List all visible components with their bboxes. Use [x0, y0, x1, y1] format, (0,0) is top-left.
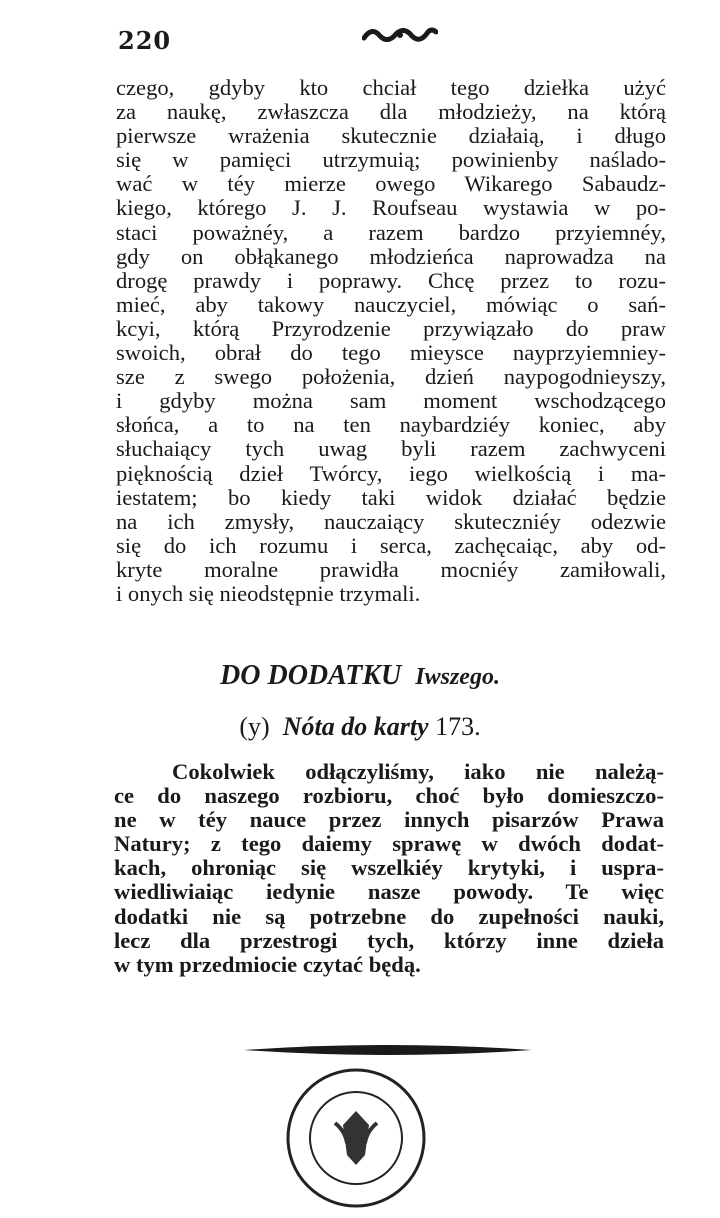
text-line: w tym przedmiocie czytać będą. [114, 952, 421, 977]
note-paragraph [114, 760, 664, 977]
text-line: dodatki nie są potrzebne do zupełności nauki, [114, 904, 664, 929]
note-label: (y) [239, 712, 270, 741]
text-line: czego, gdyby kto chciał tego dziełka użyć [116, 76, 666, 100]
text-line: mieć, aby takowy nauczyciel, mówiąc o sań- [116, 292, 666, 317]
text-line: gdy on obłąkanego młodzieńca naprowadza na [116, 244, 666, 269]
text-line: kryte moralne prawidła mocniéy zamiłowali, [116, 557, 666, 582]
text-line: lecz dla przestrogi tych, którzy inne dzieła [114, 928, 664, 953]
note-heading [0, 712, 720, 742]
text-line: drogę prawdy i poprawy. Chcę przez to rozu- [116, 268, 666, 293]
text-line: ne w téy nauce przez innych pisarzów Prawa [114, 808, 664, 833]
text-line: za naukę, zwłaszcza dla młodzieży, na którą [116, 100, 666, 125]
section-title [0, 660, 720, 692]
top-ornament-icon [362, 24, 438, 46]
bottom-rule-ornament-icon [240, 1040, 536, 1060]
text-line: na ich zmysły, nauczaiący skuteczniéy odezwie [116, 509, 666, 534]
text-line: Natury; z tego daiemy sprawę w dwóch dodat- [114, 832, 664, 857]
text-line: Cokolwiek odłączyliśmy, iako nie należą- [172, 760, 664, 784]
text-line: kiego, którego J. J. Roufseau wystawia w po- [116, 196, 666, 221]
text-line: pierwsze wrażenia skutecznie działaią, i długo [116, 124, 666, 149]
text-line: się do ich rozumu i serca, zachęcaiąc, aby od- [116, 533, 666, 558]
text-line: słońca, a to na ten naybardziéy koniec, aby [116, 413, 666, 438]
text-line: słuchaiący tych uwag byli razem zachwyceni [116, 437, 666, 462]
text-line: staci poważnéy, a razem bardzo przyiemnéy, [116, 220, 666, 245]
note-page: 173. [435, 712, 481, 741]
text-line: ce do naszego rozbioru, choć było domieszczo- [114, 784, 664, 809]
text-line: pięknością dzieł Twórcy, iego wielkością i ma- [116, 461, 666, 486]
text-line: i gdyby można sam moment wschodzącego [116, 389, 666, 414]
text-line: iestatem; bo kiedy taki widok działać będzie [116, 485, 666, 510]
text-line: swoich, obrał do tego mieysce nayprzyiemniey- [116, 341, 666, 366]
note-title: Nóta do karty [282, 712, 429, 741]
text-line: kach, ohroniąc się wszelkiéy krytyki, i uspra- [114, 856, 664, 881]
text-line: i onych się nieodstępnie trzymali. [116, 581, 421, 606]
section-title-main: DO DODATKU [220, 660, 402, 691]
text-line: sze z swego położenia, dzień naypogodnieyszy, [116, 365, 666, 390]
text-line: kcyi, którą Przyrodzenie przywiązało do praw [116, 316, 666, 341]
text-line: się w pamięci utrzymuią; powinienby naślado- [116, 148, 666, 173]
section-title-sub: Iwszego. [415, 664, 500, 690]
text-line: wiedliwiaiąc iedynie nasze powody. Te więc [114, 880, 664, 905]
text-line: wać w téy mierze owego Wikarego Sabaudz- [116, 172, 666, 197]
main-paragraph [116, 76, 666, 606]
library-stamp-icon [283, 1065, 429, 1211]
page-number: 220 [118, 26, 172, 55]
